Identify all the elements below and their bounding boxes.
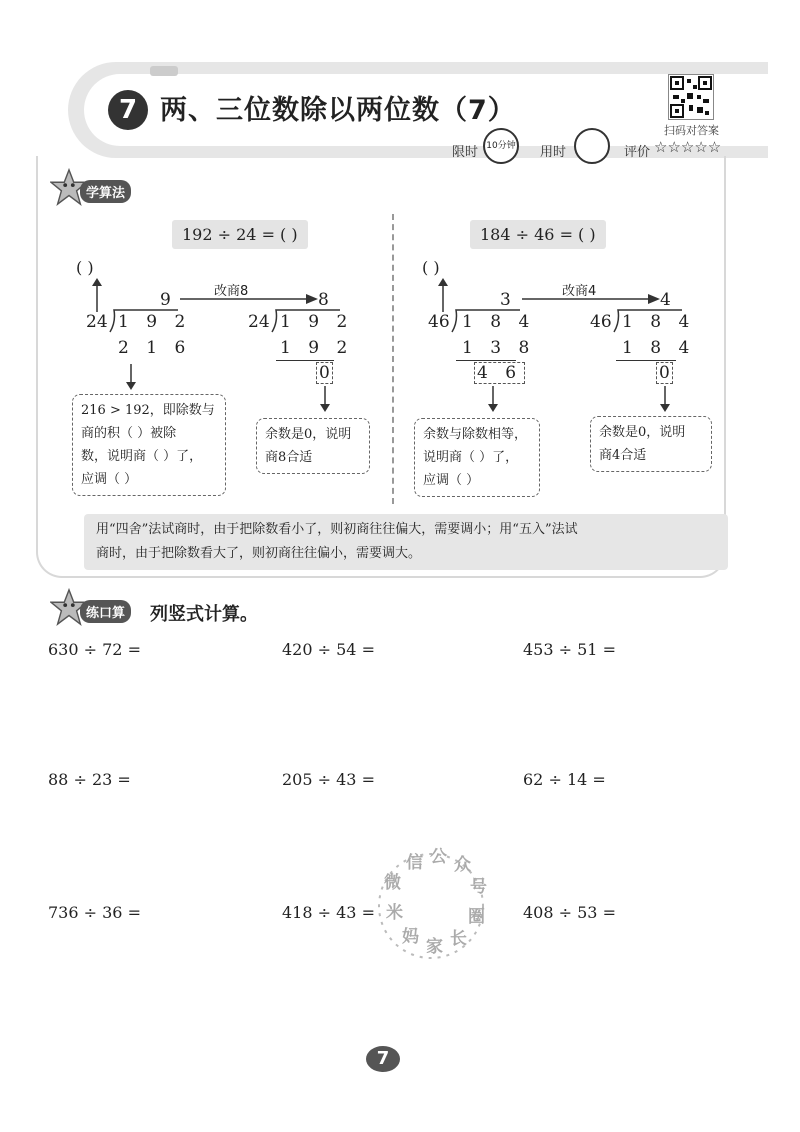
- tip-box: 用“四舍”法试商时，由于把除数看小了，则初商往往偏大，需要调小；用“五入”法试 商时，由于把除数看大了，则初商往往偏小，需要调大。: [84, 514, 728, 570]
- right-div1-remainder: 4 6: [474, 362, 525, 384]
- exercise-title: 列竖式计算。: [150, 604, 258, 625]
- qr-caption: 扫码对答案: [664, 124, 719, 137]
- qr-code-icon[interactable]: [668, 74, 714, 120]
- right-div2-product: 1 8 4: [622, 338, 696, 358]
- problem-item: 453 ÷ 51 =: [523, 640, 616, 659]
- right-div2-divisor: 46: [590, 312, 612, 332]
- left-quotient-blank: ( ): [76, 258, 94, 277]
- subtraction-line: [456, 360, 516, 361]
- right-div2-quotient: 4: [660, 290, 677, 310]
- left-div1-quotient: 9: [160, 290, 177, 310]
- up-arrow-icon: [90, 278, 104, 312]
- header-accent: [150, 66, 178, 76]
- right-div1-dividend: 1 8 4: [462, 312, 536, 332]
- rating-label: 评价: [624, 145, 651, 160]
- left-div1-dividend: 1 9 2: [118, 312, 192, 332]
- svg-text:众: 众: [454, 855, 471, 875]
- svg-text:长: 长: [450, 929, 467, 949]
- left-div2-divisor: 24: [248, 312, 270, 332]
- svg-text:微: 微: [384, 873, 401, 893]
- center-divider: [392, 214, 394, 504]
- svg-text:妈: 妈: [402, 927, 419, 947]
- time-limit-value: 10分钟: [483, 128, 519, 164]
- page-number: 7: [366, 1046, 400, 1072]
- rating-stars-icon[interactable]: ☆☆☆☆☆: [654, 138, 722, 156]
- right-change-label: 改商4: [562, 284, 597, 299]
- down-arrow-icon: [124, 364, 138, 392]
- problem-item: 408 ÷ 53 =: [523, 903, 616, 922]
- right-equation: 184 ÷ 46 = ( ): [470, 220, 606, 249]
- problem-item: 62 ÷ 14 =: [523, 770, 606, 789]
- page-title: 两、三位数除以两位数（7）: [160, 95, 516, 126]
- left-note-result: 余数是0，说明 商8合适: [256, 418, 370, 474]
- down-arrow-icon: [486, 386, 500, 414]
- svg-text:米: 米: [386, 903, 403, 923]
- time-limit-label: 限时: [452, 145, 479, 160]
- right-div1-quotient: 3: [500, 290, 517, 310]
- left-div2-product: 1 9 2: [280, 338, 354, 358]
- time-used-label: 用时: [540, 145, 567, 160]
- watermark-seal: [366, 846, 496, 966]
- right-quotient-blank: ( ): [422, 258, 440, 277]
- left-equation: 192 ÷ 24 = ( ): [172, 220, 308, 249]
- right-note-result: 余数是0，说明 商4合适: [590, 416, 712, 472]
- right-arrow-icon: [522, 293, 662, 305]
- problem-item: 420 ÷ 54 =: [282, 640, 375, 659]
- svg-text:号: 号: [470, 877, 487, 897]
- problem-item: 630 ÷ 72 =: [48, 640, 141, 659]
- left-div2-remainder: 0: [316, 362, 333, 384]
- left-div2-dividend: 1 9 2: [280, 312, 354, 332]
- svg-text:信: 信: [406, 853, 423, 873]
- learn-section-label: 学算法: [80, 180, 131, 203]
- down-arrow-icon: [658, 386, 672, 414]
- right-div2-dividend: 1 8 4: [622, 312, 696, 332]
- problem-item: 88 ÷ 23 =: [48, 770, 131, 789]
- chapter-number-badge: 7: [108, 90, 148, 130]
- svg-text:圈: 圈: [468, 907, 485, 927]
- right-note-equal: 余数与除数相等， 说明商（ ）了， 应调（ ）: [414, 418, 540, 497]
- left-div1-divisor: 24: [86, 312, 108, 332]
- left-note-product: 216 > 192，即除数与 商的积（ ）被除 数，说明商（ ）了， 应调（ ）: [72, 394, 226, 496]
- right-div2-remainder: 0: [656, 362, 673, 384]
- left-div1-product: 2 1 6: [118, 338, 192, 358]
- svg-text:家: 家: [426, 937, 443, 957]
- up-arrow-icon: [436, 278, 450, 312]
- problem-item: 418 ÷ 43 =: [282, 903, 375, 922]
- problem-item: 736 ÷ 36 =: [48, 903, 141, 922]
- down-arrow-icon: [318, 386, 332, 414]
- right-div1-divisor: 46: [428, 312, 450, 332]
- subtraction-line: [616, 360, 676, 361]
- problem-item: 205 ÷ 43 =: [282, 770, 375, 789]
- right-arrow-icon: [180, 293, 320, 305]
- subtraction-line: [276, 360, 334, 361]
- right-div1-product: 1 3 8: [462, 338, 536, 358]
- left-div2-quotient: 8: [318, 290, 335, 310]
- svg-text:公: 公: [430, 847, 447, 867]
- left-change-label: 改商8: [214, 284, 249, 299]
- practice-section-label: 练口算: [80, 600, 131, 623]
